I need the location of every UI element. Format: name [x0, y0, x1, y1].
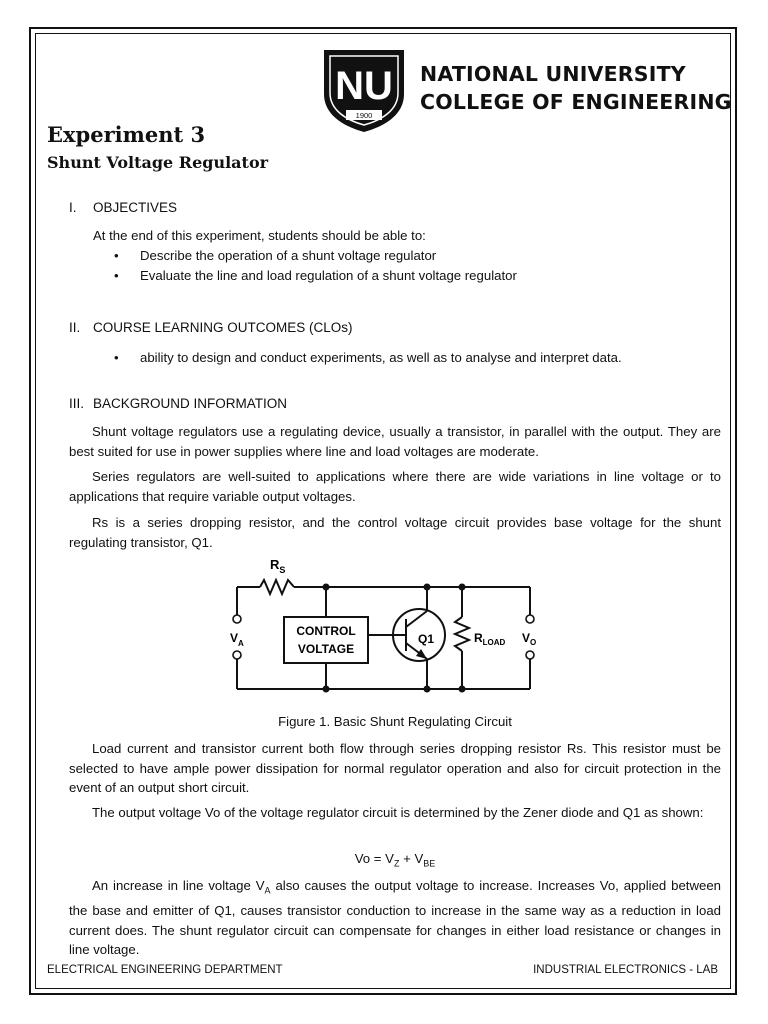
background-paragraph-2: Series regulators are well-suited to applications where there are wide variations in line voltage or to applications that require variable output voltages.	[69, 469, 721, 504]
clos-list	[114, 348, 622, 368]
figure-caption: Figure 1. Basic Shunt Regulating Circuit	[278, 714, 512, 729]
emitter-arrow-icon	[416, 649, 427, 659]
background-paragraph-4: Load current and transistor current both flow through series dropping resistor Rs. This resistor must be selected to have ample power dissipation for normal regulator operation and also for circuit protection in the event of an output short circuit.	[69, 741, 721, 795]
university-name	[420, 60, 732, 116]
q1-label: Q1	[418, 632, 435, 646]
shunt-circuit-diagram	[222, 555, 552, 700]
experiment-title: Experiment 3	[47, 122, 206, 147]
list-item: • Evaluate the line and load regulation of a shunt voltage regulator	[114, 266, 517, 286]
control-label-line1: CONTROL	[296, 624, 356, 638]
college-line2: COLLEGE OF ENGINEERING	[420, 90, 732, 114]
rload-resistor-symbol	[455, 617, 469, 651]
rload-label: $R_{LOAD}$	[474, 631, 506, 647]
rs-label: $R_S$	[270, 557, 286, 575]
equation: $Vo = V_Z + V_{BE}$	[354, 851, 436, 869]
list-item: • ability to design and conduct experiments, as well as to analyse and interpret data.	[114, 348, 622, 368]
logo-year: 1900	[355, 111, 373, 120]
section-clos-heading: II. COURSE LEARNING OUTCOMES (CLOs)	[69, 320, 353, 335]
control-label-line2: VOLTAGE	[297, 642, 355, 656]
background-paragraph-5: The output voltage Vo of the voltage regulator circuit is determined by the Zener diode and Q1 as shown:	[92, 805, 704, 820]
rs-resistor-symbol	[260, 580, 294, 594]
section-objectives-heading: I. OBJECTIVES	[69, 200, 178, 215]
background-paragraph-1: Shunt voltage regulators use a regulating device, usually a transistor, in parallel with the output. They are best suited for use in power supplies where line and load voltages are moderate.	[69, 424, 721, 459]
footer-department: ELECTRICAL ENGINEERING DEPARTMENT	[47, 964, 283, 976]
experiment-subtitle: Shunt Voltage Regulator	[47, 153, 269, 172]
objectives-intro: At the end of this experiment, students should be able to:	[93, 228, 426, 243]
vo-label: $V_O$	[522, 631, 537, 647]
university-logo	[316, 44, 412, 134]
university-line1: NATIONAL UNIVERSITY	[420, 62, 686, 86]
va-label: $V_A$	[230, 631, 244, 648]
footer-course: INDUSTRIAL ELECTRONICS - LAB	[533, 964, 718, 976]
section-background-heading: III. BACKGROUND INFORMATION	[69, 396, 288, 411]
background-paragraph-3: Rs is a series dropping resistor, and the control voltage circuit provides base voltage for the shunt regulating transistor, Q1.	[69, 515, 721, 550]
background-paragraph-6: An increase in line voltage $V_A$ also causes the output voltage to increase. Increases Vo, applied between the base and emitter of Q1, causes transistor conduction to increase in the same way as a reduction in load current does. The shunt regulator circuit can compensate for changes in either load resistance or changes in line voltage.	[69, 878, 721, 958]
objectives-list	[114, 246, 517, 285]
logo-letters: NU	[335, 64, 393, 108]
list-item: • Describe the operation of a shunt voltage regulator	[114, 246, 517, 266]
page-border-inner	[35, 33, 731, 989]
